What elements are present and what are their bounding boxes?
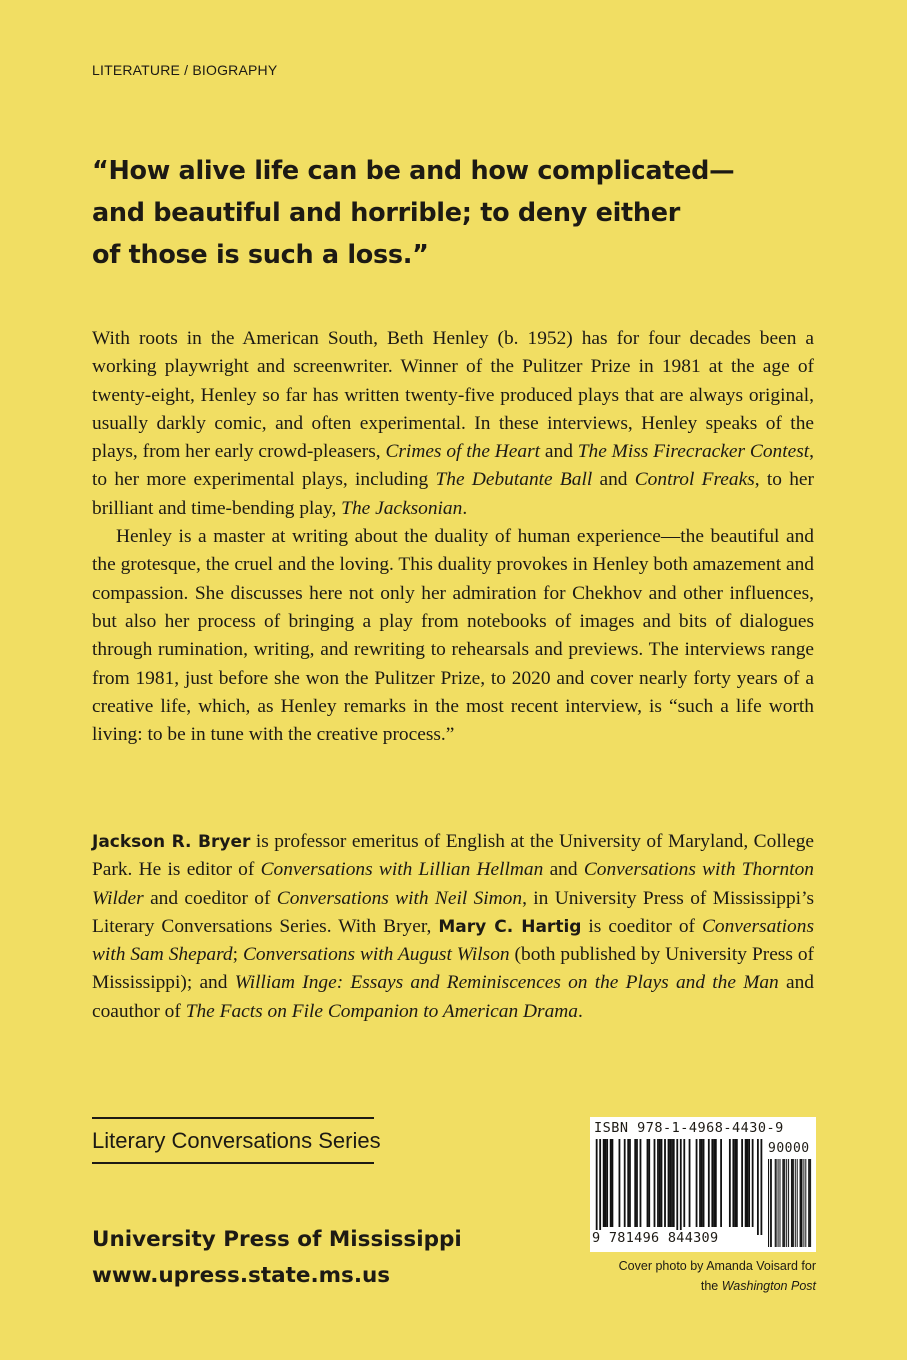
barcode-bar: [654, 1139, 656, 1227]
quote-line: and beautiful and horrible; to deny either: [92, 198, 681, 228]
barcode-bar: [596, 1139, 598, 1235]
barcode-bar: [752, 1139, 754, 1227]
addon-bar: [783, 1159, 784, 1247]
barcode-bar: [610, 1139, 612, 1227]
credit-line: Cover photo by Amanda Voisard for: [618, 1259, 816, 1273]
barcode-bar: [760, 1139, 762, 1235]
barcode-bar: [720, 1139, 722, 1227]
book-title: Conversations with Lillian Hellman: [260, 859, 544, 881]
play-title: The Debutante Ball: [435, 469, 593, 491]
barcode-bar: [696, 1139, 698, 1227]
barcode-bar: [734, 1139, 736, 1227]
addon-bar: [809, 1159, 810, 1247]
barcode-bar: [711, 1139, 713, 1227]
addon-bar: [778, 1159, 779, 1247]
barcode-bar: [673, 1139, 675, 1227]
barcode-bars: [594, 1139, 764, 1235]
book-title: William Inge: Essays and Reminiscences on the Plays and the Man: [234, 972, 779, 994]
addon-bar: [782, 1159, 783, 1247]
addon-bar: [808, 1159, 809, 1247]
author-name: Jackson R. Bryer: [92, 832, 251, 852]
barcode-bar: [603, 1139, 605, 1227]
book-description: [92, 325, 814, 749]
barcode-digits: 9 781496 844309: [592, 1230, 752, 1246]
play-title: Control Freaks: [634, 469, 755, 491]
barcode-bar: [699, 1139, 701, 1227]
addon-barcode-bars: [768, 1159, 812, 1247]
barcode-bar: [683, 1139, 685, 1227]
category-label: LITERATURE / BIOGRAPHY: [92, 62, 278, 78]
barcode-bar: [605, 1139, 607, 1227]
series-rule-bottom: [92, 1162, 374, 1164]
addon-bar: [803, 1159, 804, 1247]
barcode-bar: [680, 1139, 682, 1235]
barcode-bar: [729, 1139, 731, 1227]
barcode-bar: [671, 1139, 673, 1227]
publication-name: Washington Post: [721, 1279, 816, 1293]
barcode-bar: [757, 1139, 759, 1235]
barcode-bar: [606, 1139, 608, 1227]
description-paragraph-1: With roots in the American South, Beth Henley (b. 1952) has for four decades been a working playwright and screenwriter. Winner of the Pulitzer Prize in 1981 at the age of twenty-eight, Henley so far has written twenty-five produced plays that are always original, usually darkly comic, and often experimental. In these interviews, Henley speaks of the plays, from her early crowd-pleasers, Crimes of the Heart and The Miss Firecracker Contest, to her more experimental plays, including The Debutante Ball and Control Freaks, to her brilliant and time-bending play, The Jacksonian.: [92, 328, 815, 519]
quote-line: of those is such a loss.”: [92, 240, 429, 270]
publisher-name: University Press of Mississippi: [92, 1227, 462, 1252]
barcode-bar: [713, 1139, 715, 1227]
barcode-bar: [664, 1139, 666, 1227]
barcode-bar: [715, 1139, 717, 1227]
isbn-barcode: [590, 1117, 816, 1252]
barcode-bar: [636, 1139, 638, 1227]
barcode-bar: [701, 1139, 703, 1227]
barcode-bar: [599, 1139, 601, 1235]
barcode-bar: [748, 1139, 750, 1227]
barcode-bar: [741, 1139, 743, 1227]
book-title: Conversations with Neil Simon: [276, 887, 523, 909]
barcode-bar: [732, 1139, 734, 1227]
barcode-bar: [647, 1139, 649, 1227]
isbn-label: ISBN 978-1-4968-4430-9: [594, 1120, 784, 1136]
barcode-bar: [669, 1139, 671, 1227]
book-title: The Facts on File Companion to American Drama: [185, 1000, 578, 1022]
barcode-bar: [703, 1139, 705, 1227]
play-title: The Jacksonian: [341, 497, 463, 519]
series-rule-top: [92, 1117, 374, 1119]
addon-bar: [801, 1159, 802, 1247]
quote-line: “How alive life can be and how complicated—: [92, 156, 735, 186]
barcode-bar: [736, 1139, 738, 1227]
photo-credit: [560, 1256, 816, 1296]
author-bio: Jackson R. Bryer is professor emeritus of English at the University of Maryland, College Park. He is editor of Conversations with Lillian Hellman and Conversations with Thornton Wilder and coeditor of Conversations with Neil Simon, in University Press of Mississippi’s Literary Conversations Series. With Bryer, Mary C. Hartig is coeditor of Conversations with Sam Shepard; Conversations with August Wilson (both published by University Press of Mississippi); and William Inge: Essays and Reminiscences on the Plays and the Man and coauthor of The Facts on File Companion to American Drama.: [92, 831, 814, 1022]
addon-bar: [792, 1159, 793, 1247]
barcode-bar: [676, 1139, 678, 1235]
addon-bar: [768, 1159, 769, 1247]
addon-bar: [788, 1159, 789, 1247]
addon-bar: [810, 1159, 811, 1247]
pull-quote: [92, 150, 772, 276]
addon-bar: [801, 1159, 802, 1247]
barcode-bar: [708, 1139, 710, 1227]
author-name: Mary C. Hartig: [438, 916, 582, 937]
play-title: The Miss Firecracker Contest: [577, 441, 810, 463]
addon-bar: [791, 1159, 792, 1247]
barcode-bar: [640, 1139, 642, 1227]
addon-bar: [771, 1159, 772, 1247]
barcode-bar: [659, 1139, 661, 1227]
barcode-bar: [657, 1139, 659, 1227]
book-title: Conversations with August Wilson: [242, 944, 510, 966]
addon-bar: [786, 1159, 787, 1247]
play-title: Crimes of the Heart: [385, 441, 541, 463]
addon-bar: [805, 1159, 806, 1247]
barcode-bar: [689, 1139, 691, 1227]
book-title: Conversations with Sam Shepard: [92, 915, 814, 966]
addon-bar: [795, 1159, 796, 1247]
barcode-bar: [661, 1139, 663, 1227]
book-title: Conversations with Thornton Wilder: [92, 859, 814, 909]
barcode-bar: [627, 1139, 629, 1227]
barcode-bar: [612, 1139, 614, 1227]
addon-bar: [775, 1159, 776, 1247]
addon-bar: [800, 1159, 801, 1247]
addon-bar: [793, 1159, 794, 1247]
barcode-bar: [745, 1139, 747, 1227]
price-code: 90000: [768, 1141, 810, 1156]
credit-line: the Washington Post: [700, 1279, 816, 1293]
addon-bar: [784, 1159, 785, 1247]
barcode-bar: [619, 1139, 621, 1227]
barcode-bar: [746, 1139, 748, 1227]
publisher-block: [92, 1222, 462, 1294]
addon-bar: [797, 1159, 798, 1247]
barcode-bar: [648, 1139, 650, 1227]
barcode-bar: [668, 1139, 670, 1227]
barcode-bar: [624, 1139, 626, 1227]
addon-bar: [776, 1159, 777, 1247]
barcode-bar: [629, 1139, 631, 1227]
addon-bar: [770, 1159, 771, 1247]
series-name: Literary Conversations Series: [92, 1128, 381, 1153]
description-paragraph-2: Henley is a master at writing about the duality of human experience—the beautiful and the grotesque, the cruel and the loving. This duality provokes in Henley both amazement and compassion. She discusses here not only her admiration for Chekhov and other influences, but also her process of bringing a play from notebooks of images and bits of dialogues through rumination, writing, and rewriting to rehearsals and previews. The interviews range from 1981, just before she won the Pulitzer Prize, to 2020 and cover nearly forty years of a creative life, which, as Henley remarks in the most recent interview, is “such a life worth living: to be in tune with the creative process.”: [92, 526, 814, 746]
publisher-url: www.upress.state.ms.us: [92, 1263, 391, 1288]
barcode-bar: [634, 1139, 636, 1227]
addon-bar: [779, 1159, 780, 1247]
